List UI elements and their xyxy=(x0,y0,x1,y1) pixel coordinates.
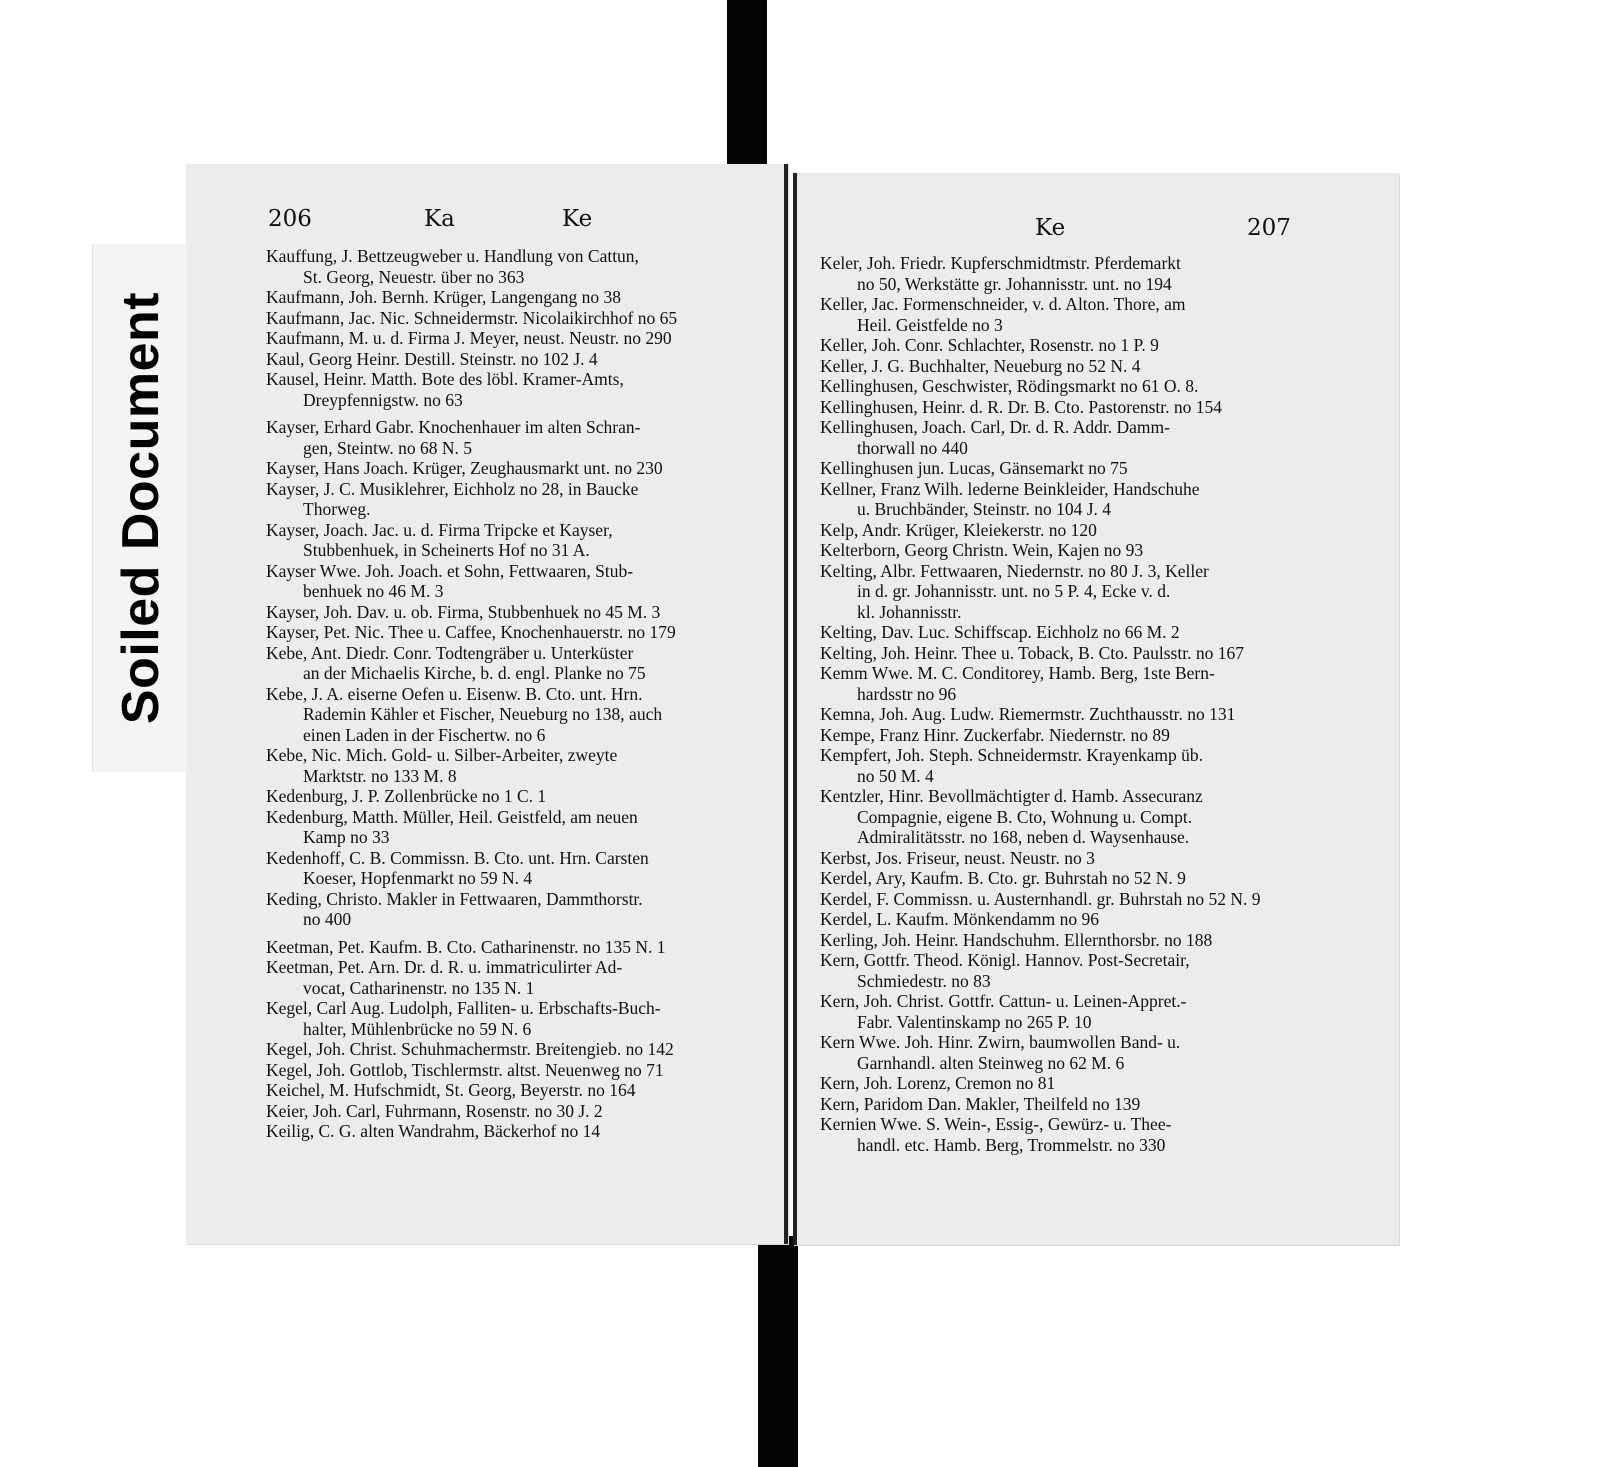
directory-entry xyxy=(266,520,766,561)
page-number: 206 xyxy=(268,206,312,232)
entry-first-line: Kellinghusen, Geschwister, Rödingsmarkt no 61 O. 8. xyxy=(820,376,1199,396)
directory-entry xyxy=(266,417,766,458)
directory-entry xyxy=(820,663,1330,704)
entry-continuation-line: Rademin Kähler et Fischer, Neueburg no 138, auch xyxy=(303,704,663,724)
directory-entry xyxy=(266,889,766,930)
directory-entry xyxy=(266,786,766,807)
running-head-right: Ke xyxy=(562,206,593,232)
entry-first-line: Kebe, J. A. eiserne Oefen u. Eisenw. B. Cto. unt. Hrn. xyxy=(266,683,643,704)
directory-entry xyxy=(820,930,1330,951)
entry-first-line: Kerdel, L. Kaufm. Mönkendamm no 96 xyxy=(820,909,1099,929)
entry-first-line: Kellinghusen, Joach. Carl, Dr. d. R. Addr. Damm- xyxy=(820,417,1170,437)
right-entries-list xyxy=(820,253,1330,1155)
directory-entry xyxy=(820,950,1330,991)
directory-entry xyxy=(820,335,1330,356)
entry-continuation-line: Fabr. Valentinskamp no 265 P. 10 xyxy=(857,1011,1092,1032)
directory-entry xyxy=(266,308,766,329)
entry-first-line: Keler, Joh. Friedr. Kupferschmidtmstr. Pferdemarkt xyxy=(820,253,1181,273)
entry-first-line: Keller, Jac. Formenschneider, v. d. Alton. Thore, am xyxy=(820,294,1186,314)
entry-first-line: Kerdel, F. Commissn. u. Austernhandl. gr. Buhrstah no 52 N. 9 xyxy=(820,888,1261,909)
microfilm-band-bottom xyxy=(758,1236,798,1467)
directory-entry xyxy=(266,1121,766,1142)
entry-continuation-line: einen Laden in der Fischertw. no 6 xyxy=(303,724,546,745)
directory-entry xyxy=(266,643,766,684)
entry-first-line: Kausel, Heinr. Matth. Bote des löbl. Kramer-Amts, xyxy=(266,369,624,389)
entry-continuation-line: Koeser, Hopfenmarkt no 59 N. 4 xyxy=(303,868,533,888)
stamp-label: Soiled Document xyxy=(112,291,170,725)
entry-continuation-line: Dreypfennigstw. no 63 xyxy=(303,389,463,410)
directory-entry xyxy=(266,561,766,602)
entry-first-line: Kegel, Carl Aug. Ludolph, Falliten- u. Erbschafts-Buch- xyxy=(266,998,661,1018)
entry-first-line: Kerbst, Jos. Friseur, neust. Neustr. no 3 xyxy=(820,847,1095,868)
directory-entry xyxy=(266,998,766,1039)
entry-first-line: Kemm Wwe. M. C. Conditorey, Hamb. Berg, 1ste Bern- xyxy=(820,663,1215,683)
directory-entry xyxy=(820,417,1330,458)
entry-continuation-line: Kamp no 33 xyxy=(303,827,390,847)
entry-first-line: Kaul, Georg Heinr. Destill. Steinstr. no 102 J. 4 xyxy=(266,348,598,369)
entry-first-line: Keier, Joh. Carl, Fuhrmann, Rosenstr. no 30 J. 2 xyxy=(266,1100,603,1121)
entry-first-line: Kelting, Albr. Fettwaaren, Niedernstr. no 80 J. 3, Keller xyxy=(820,560,1209,581)
directory-entry xyxy=(820,1094,1330,1115)
entry-continuation-line: no 50, Werkstätte gr. Johannisstr. unt. no 194 xyxy=(857,273,1172,294)
entry-first-line: Kaufmann, M. u. d. Firma J. Meyer, neust. Neustr. no 290 xyxy=(266,328,672,348)
directory-entry xyxy=(266,1039,766,1060)
directory-entry xyxy=(820,786,1330,848)
directory-entry xyxy=(266,937,766,958)
entry-continuation-line: Stubbenhuek, in Scheinerts Hof no 31 A. xyxy=(303,540,590,560)
entry-continuation-line: handl. etc. Hamb. Berg, Trommelstr. no 330 xyxy=(857,1134,1166,1155)
entry-first-line: Kelp, Andr. Krüger, Kleiekerstr. no 120 xyxy=(820,519,1097,540)
entry-continuation-line: u. Bruchbänder, Steinstr. no 104 J. 4 xyxy=(857,499,1111,519)
entry-first-line: Kayser, J. C. Musiklehrer, Eichholz no 28, in Baucke xyxy=(266,478,639,499)
entry-first-line: Kernien Wwe. S. Wein-, Essig-, Gewürz- u. Thee- xyxy=(820,1114,1172,1134)
directory-entry xyxy=(266,349,766,370)
entry-first-line: Kempe, Franz Hinr. Zuckerfabr. Niedernstr. no 89 xyxy=(820,724,1170,745)
entry-continuation-line: Admiralitätsstr. no 168, neben d. Waysenhause. xyxy=(857,827,1190,847)
directory-entry xyxy=(266,602,766,623)
entry-first-line: Kayser, Hans Joach. Krüger, Zeughausmarkt unt. no 230 xyxy=(266,458,663,478)
directory-entry xyxy=(820,540,1330,561)
entry-continuation-line: hardsstr no 96 xyxy=(857,683,957,704)
directory-entry xyxy=(820,1114,1330,1155)
entry-first-line: Kern, Joh. Christ. Gottfr. Cattun- u. Leinen-Appret.- xyxy=(820,991,1187,1011)
entry-first-line: Kern, Joh. Lorenz, Cremon no 81 xyxy=(820,1073,1056,1093)
directory-entry xyxy=(820,397,1330,418)
directory-entry xyxy=(266,807,766,848)
directory-entry xyxy=(266,1060,766,1081)
entry-first-line: Kedenhoff, C. B. Commissn. B. Cto. unt. Hrn. Carsten xyxy=(266,847,649,868)
entry-first-line: Kelterborn, Georg Christn. Wein, Kajen no 93 xyxy=(820,540,1144,560)
directory-entry xyxy=(266,458,766,479)
entry-continuation-line: no 400 xyxy=(303,909,352,929)
directory-entry xyxy=(820,376,1330,397)
entry-first-line: Kern Wwe. Joh. Hinr. Zwirn, baumwollen Band- u. xyxy=(820,1032,1181,1052)
directory-entry xyxy=(820,909,1330,930)
entry-continuation-line: Garnhandl. alten Steinweg no 62 M. 6 xyxy=(857,1052,1125,1073)
directory-entry xyxy=(820,889,1330,910)
entry-continuation-line: no 50 M. 4 xyxy=(857,765,934,786)
entry-first-line: Kebe, Ant. Diedr. Conr. Todtengräber u. Unterküster xyxy=(266,642,634,663)
entry-first-line: Keetman, Pet. Kaufm. B. Cto. Catharinenstr. no 135 N. 1 xyxy=(266,936,666,957)
entry-first-line: Kayser, Joach. Jac. u. d. Firma Tripcke et Kayser, xyxy=(266,519,613,540)
entry-first-line: Kellinghusen, Heinr. d. R. Dr. B. Cto. Pastorenstr. no 154 xyxy=(820,396,1223,417)
page-number: 207 xyxy=(1247,215,1291,241)
left-page xyxy=(186,164,788,1244)
entry-first-line: Kayser, Joh. Dav. u. ob. Firma, Stubbenhuek no 45 M. 3 xyxy=(266,601,661,622)
directory-entry xyxy=(266,848,766,889)
entry-first-line: Kedenburg, Matth. Müller, Heil. Geistfeld, am neuen xyxy=(266,806,638,827)
left-entries-list xyxy=(266,246,766,1142)
entry-first-line: Kelting, Joh. Heinr. Thee u. Toback, B. Cto. Paulsstr. no 167 xyxy=(820,642,1244,663)
entry-first-line: Kayser Wwe. Joh. Joach. et Sohn, Fettwaaren, Stub- xyxy=(266,560,634,581)
directory-entry xyxy=(266,369,766,410)
entry-first-line: Kern, Gottfr. Theod. Königl. Hannov. Post-Secretair, xyxy=(820,950,1190,970)
entry-first-line: Keller, Joh. Conr. Schlachter, Rosenstr. no 1 P. 9 xyxy=(820,335,1159,355)
entry-first-line: Kauffung, J. Bettzeugweber u. Handlung von Cattun, xyxy=(266,246,639,266)
directory-entry xyxy=(266,1080,766,1101)
entry-continuation-line: Heil. Geistfelde no 3 xyxy=(857,314,1003,335)
directory-entry xyxy=(820,1032,1330,1073)
directory-entry xyxy=(266,246,766,287)
directory-entry xyxy=(820,253,1330,294)
entry-first-line: Keller, J. G. Buchhalter, Neueburg no 52 N. 4 xyxy=(820,355,1141,376)
entry-continuation-line: St. Georg, Neuestr. über no 363 xyxy=(303,266,525,287)
left-page-header xyxy=(186,206,784,240)
directory-entry xyxy=(266,328,766,349)
entry-first-line: Kern, Paridom Dan. Makler, Theilfeld no 139 xyxy=(820,1093,1141,1114)
entry-continuation-line: thorwall no 440 xyxy=(857,437,968,458)
entry-first-line: Kentzler, Hinr. Bevollmächtigter d. Hamb. Assecuranz xyxy=(820,786,1203,806)
running-head-left: Ka xyxy=(424,206,455,232)
entry-first-line: Kemna, Joh. Aug. Ludw. Riemermstr. Zuchthausstr. no 131 xyxy=(820,704,1236,724)
entry-first-line: Kaufmann, Jac. Nic. Schneidermstr. Nicolaikirchhof no 65 xyxy=(266,307,678,328)
entry-first-line: Kaufmann, Joh. Bernh. Krüger, Langengang no 38 xyxy=(266,287,622,307)
directory-entry xyxy=(266,479,766,520)
entry-continuation-line: kl. Johannisstr. xyxy=(857,601,962,622)
entry-continuation-line: Thorweg. xyxy=(303,499,371,519)
directory-entry xyxy=(266,957,766,998)
directory-entry xyxy=(266,684,766,746)
entry-continuation-line: an der Michaelis Kirche, b. d. engl. Planke no 75 xyxy=(303,663,646,683)
directory-entry xyxy=(820,561,1330,623)
entry-continuation-line: Schmiedestr. no 83 xyxy=(857,970,991,991)
entry-first-line: Kellner, Franz Wilh. lederne Beinkleider, Handschuhe xyxy=(820,478,1200,499)
directory-entry xyxy=(820,458,1330,479)
entry-continuation-line: Marktstr. no 133 M. 8 xyxy=(303,765,457,786)
directory-entry xyxy=(820,868,1330,889)
directory-entry xyxy=(820,356,1330,377)
entry-first-line: Keichel, M. Hufschmidt, St. Georg, Beyerstr. no 164 xyxy=(266,1080,636,1100)
directory-entry xyxy=(820,294,1330,335)
directory-entry xyxy=(820,1073,1330,1094)
entry-continuation-line: benhuek no 46 M. 3 xyxy=(303,581,444,601)
directory-entry xyxy=(820,725,1330,746)
entry-first-line: Kegel, Joh. Gottlob, Tischlermstr. altst. Neuenweg no 71 xyxy=(266,1059,664,1080)
entry-first-line: Keilig, C. G. alten Wandrahm, Bäckerhof no 14 xyxy=(266,1121,601,1141)
directory-entry xyxy=(820,643,1330,664)
entry-continuation-line: vocat, Catharinenstr. no 135 N. 1 xyxy=(303,977,535,998)
entry-first-line: Keetman, Pet. Arn. Dr. d. R. u. immatriculirter Ad- xyxy=(266,957,623,977)
directory-entry xyxy=(266,1101,766,1122)
directory-entry xyxy=(820,745,1330,786)
directory-entry xyxy=(266,287,766,308)
right-page xyxy=(793,173,1399,1245)
directory-entry xyxy=(820,622,1330,643)
entry-first-line: Kellinghusen jun. Lucas, Gänsemarkt no 75 xyxy=(820,458,1128,478)
entry-first-line: Kayser, Erhard Gabr. Knochenhauer im alten Schran- xyxy=(266,417,641,437)
entry-first-line: Kedenburg, J. P. Zollenbrücke no 1 C. 1 xyxy=(266,786,547,806)
entry-first-line: Kegel, Joh. Christ. Schuhmachermstr. Breitengieb. no 142 xyxy=(266,1039,674,1059)
entry-first-line: Kebe, Nic. Mich. Gold- u. Silber-Arbeiter, zweyte xyxy=(266,745,618,765)
soiled-document-stamp xyxy=(92,244,189,772)
entry-continuation-line: halter, Mühlenbrücke no 59 N. 6 xyxy=(303,1018,532,1039)
right-page-header xyxy=(797,215,1399,249)
entry-continuation-line: gen, Steintw. no 68 N. 5 xyxy=(303,437,472,458)
directory-entry xyxy=(820,704,1330,725)
directory-entry xyxy=(820,848,1330,869)
entry-first-line: Kayser, Pet. Nic. Thee u. Caffee, Knochenhauerstr. no 179 xyxy=(266,622,676,642)
entry-first-line: Kerling, Joh. Heinr. Handschuhm. Ellernthorsbr. no 188 xyxy=(820,929,1213,950)
directory-entry xyxy=(820,479,1330,520)
entry-first-line: Keding, Christo. Makler in Fettwaaren, Dammthorstr. xyxy=(266,888,643,909)
directory-entry xyxy=(266,745,766,786)
entry-continuation-line: Compagnie, eigene B. Cto, Wohnung u. Compt. xyxy=(857,806,1193,827)
directory-entry xyxy=(266,622,766,643)
entry-first-line: Kelting, Dav. Luc. Schiffscap. Eichholz no 66 M. 2 xyxy=(820,622,1180,642)
entry-first-line: Kerdel, Ary, Kaufm. B. Cto. gr. Buhrstah no 52 N. 9 xyxy=(820,868,1186,888)
running-head-center: Ke xyxy=(1035,215,1066,241)
directory-entry xyxy=(820,991,1330,1032)
directory-entry xyxy=(820,520,1330,541)
entry-continuation-line: in d. gr. Johannisstr. unt. no 5 P. 4, Ecke v. d. xyxy=(857,581,1171,601)
entry-first-line: Kempfert, Joh. Steph. Schneidermstr. Krayenkamp üb. xyxy=(820,745,1203,765)
